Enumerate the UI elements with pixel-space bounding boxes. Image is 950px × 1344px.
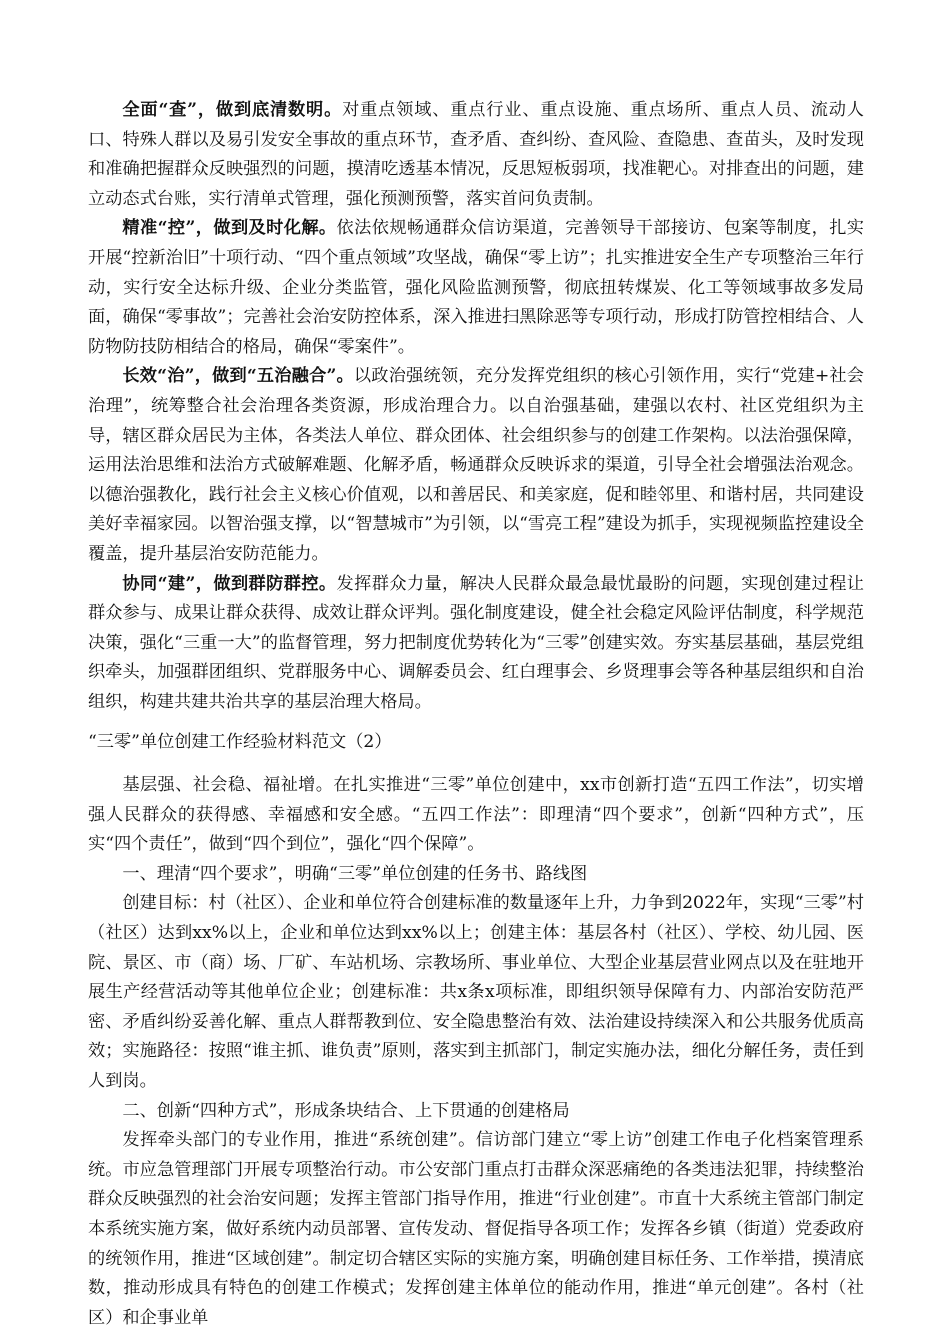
subheading-methods: 二、创新“四种方式”，形成条块结合、上下贯通的创建格局 — [122, 1100, 570, 1121]
paragraph-lead: 长效“治”，做到“五治融合”。 — [122, 366, 354, 387]
paragraph-text: 依法依规畅通群众信访渠道，完善领导干部接访、包案等制度，扎实开展“控新治旧”十项行动、“四个重点领域”攻坚战，确保“零上访”；扎实推进安全生产专项整治三年行动，实行安全达标升级、企业分类监管，强化风险监测预警，彻底扭转煤炭、化工等领域事故多发局面，确保“零事故”；完善社会治安防控体系，深入推进扫黑除恶等专项行动，形成打防管控相结合、人防物防技防相结合的格局，确保“零案件”。 — [88, 218, 864, 357]
subheading-requirements: 一、理清“四个要求”，明确“三零”单位创建的任务书、路线图 — [122, 863, 588, 884]
paragraph-build — [88, 570, 864, 718]
paragraph-lead: 精准“控”，做到及时化解。 — [122, 218, 337, 239]
paragraph-text: 发挥群众力量，解决人民群众最急最忧最盼的问题，实现创建过程让群众参与、成果让群众获得、成效让群众评判。强化制度建设，健全社会稳定风险评估制度，科学规范决策，强化“三重一大”的监督管理，努力把制度优势转化为“三零”创建实效。夯实基层基础，基层党组织牵头，加强群团组织、党群服务中心、调解委员会、红白理事会、乡贤理事会等各种基层组织和自治组织，构建共建共治共享的基层治理大格局。 — [88, 573, 864, 712]
paragraph-text: 以政治强统领，充分发挥党组织的核心引领作用，实行“党建+社会治理”，统筹整合社会治理各类资源，形成治理合力。以自治强基础，建强以农村、社区党组织为主导，辖区群众居民为主体，各类法人单位、群众团体、社会组织参与的创建工作架构。以法治强保障，运用法治思维和法治方式破解难题、化解矛盾，畅通群众反映诉求的渠道，引导全社会增强法治观念。以德治强教化，践行社会主义核心价值观，以和善居民、和美家庭，促和睦邻里、和谐村居，共同建设美好幸福家园。以智治强支撑，以“智慧城市”为引领，以“雪亮工程”建设为抓手，实现视频监控建设全覆盖，提升基层治安防范能力。 — [88, 366, 864, 564]
document-page — [88, 96, 864, 1333]
paragraph-methods: 发挥牵头部门的专业作用，推进“系统创建”。信访部门建立“零上访”创建工作电子化档案管理系统。市应急管理部门开展专项整治行动。市公安部门重点打击群众深恶痛绝的各类违法犯罪，持续整治群众反映强烈的社会治安问题；发挥主管部门指导作用，推进“行业创建”。市直十大系统主管部门制定本系统实施方案，做好系统内动员部署、宣传发动、督促指导各项工作；发挥各乡镇（街道）党委政府的统领作用，推进“区域创建”。制定切合辖区实际的实施方案，明确创建目标任务、工作举措，摸清底数，推动形成具有特色的创建工作模式；发挥创建主体单位的能动作用，推进“单元创建”。各村（社区）和企事业单 — [88, 1130, 864, 1328]
paragraph-control — [88, 214, 864, 362]
paragraph-govern — [88, 362, 864, 569]
paragraph-text: 对重点领域、重点行业、重点设施、重点场所、重点人员、流动人口、特殊人群以及易引发安全事故的重点环节，查矛盾、查纠纷、查风险、查隐患、查苗头，及时发现和准确把握群众反映强烈的问题，摸清吃透基本情况，反思短板弱项，找准靶心。对排查出的问题，建立动态式台账，实行清单式管理，强化预测预警，落实首问负责制。 — [88, 100, 864, 209]
paragraph-lead: 协同“建”，做到群防群控。 — [122, 573, 337, 594]
paragraph-requirements: 创建目标：村（社区）、企业和单位符合创建标准的数量逐年上升，力争到2022年，实现“三零”村（社区）达到xx%以上，企业和单位达到xx%以上；创建主体：基层各村（社区）、学校、幼儿园、医院、景区、市（商）场、厂矿、车站机场、宗教场所、事业单位、大型企业基层营业网点以及在驻地开展生产经营活动等其他单位企业；创建标准：共x条x项标准，即组织领导保障有力、内部治安防范严密、矛盾纠纷妥善化解、重点人群帮教到位、安全隐患整治有效、法治建设持续深入和公共服务优质高效；实施路径：按照“谁主抓、谁负责”原则，落实到主抓部门，制定实施办法，细化分解任务，责任到人到岗。 — [88, 893, 864, 1091]
paragraph-lead: 全面“查”，做到底清数明。 — [122, 100, 343, 120]
paragraph-check — [88, 96, 864, 214]
section-title: “三零”单位创建工作经验材料范文（2） — [88, 732, 392, 753]
intro-paragraph: 基层强、社会稳、福祉增。在扎实推进“三零”单位创建中，xx市创新打造“五四工作法”，切实增强人民群众的获得感、幸福感和安全感。“五四工作法”：即理清“四个要求”，创新“四种方式”，压实“四个责任”，做到“四个到位”，强化“四个保障”。 — [88, 775, 864, 855]
